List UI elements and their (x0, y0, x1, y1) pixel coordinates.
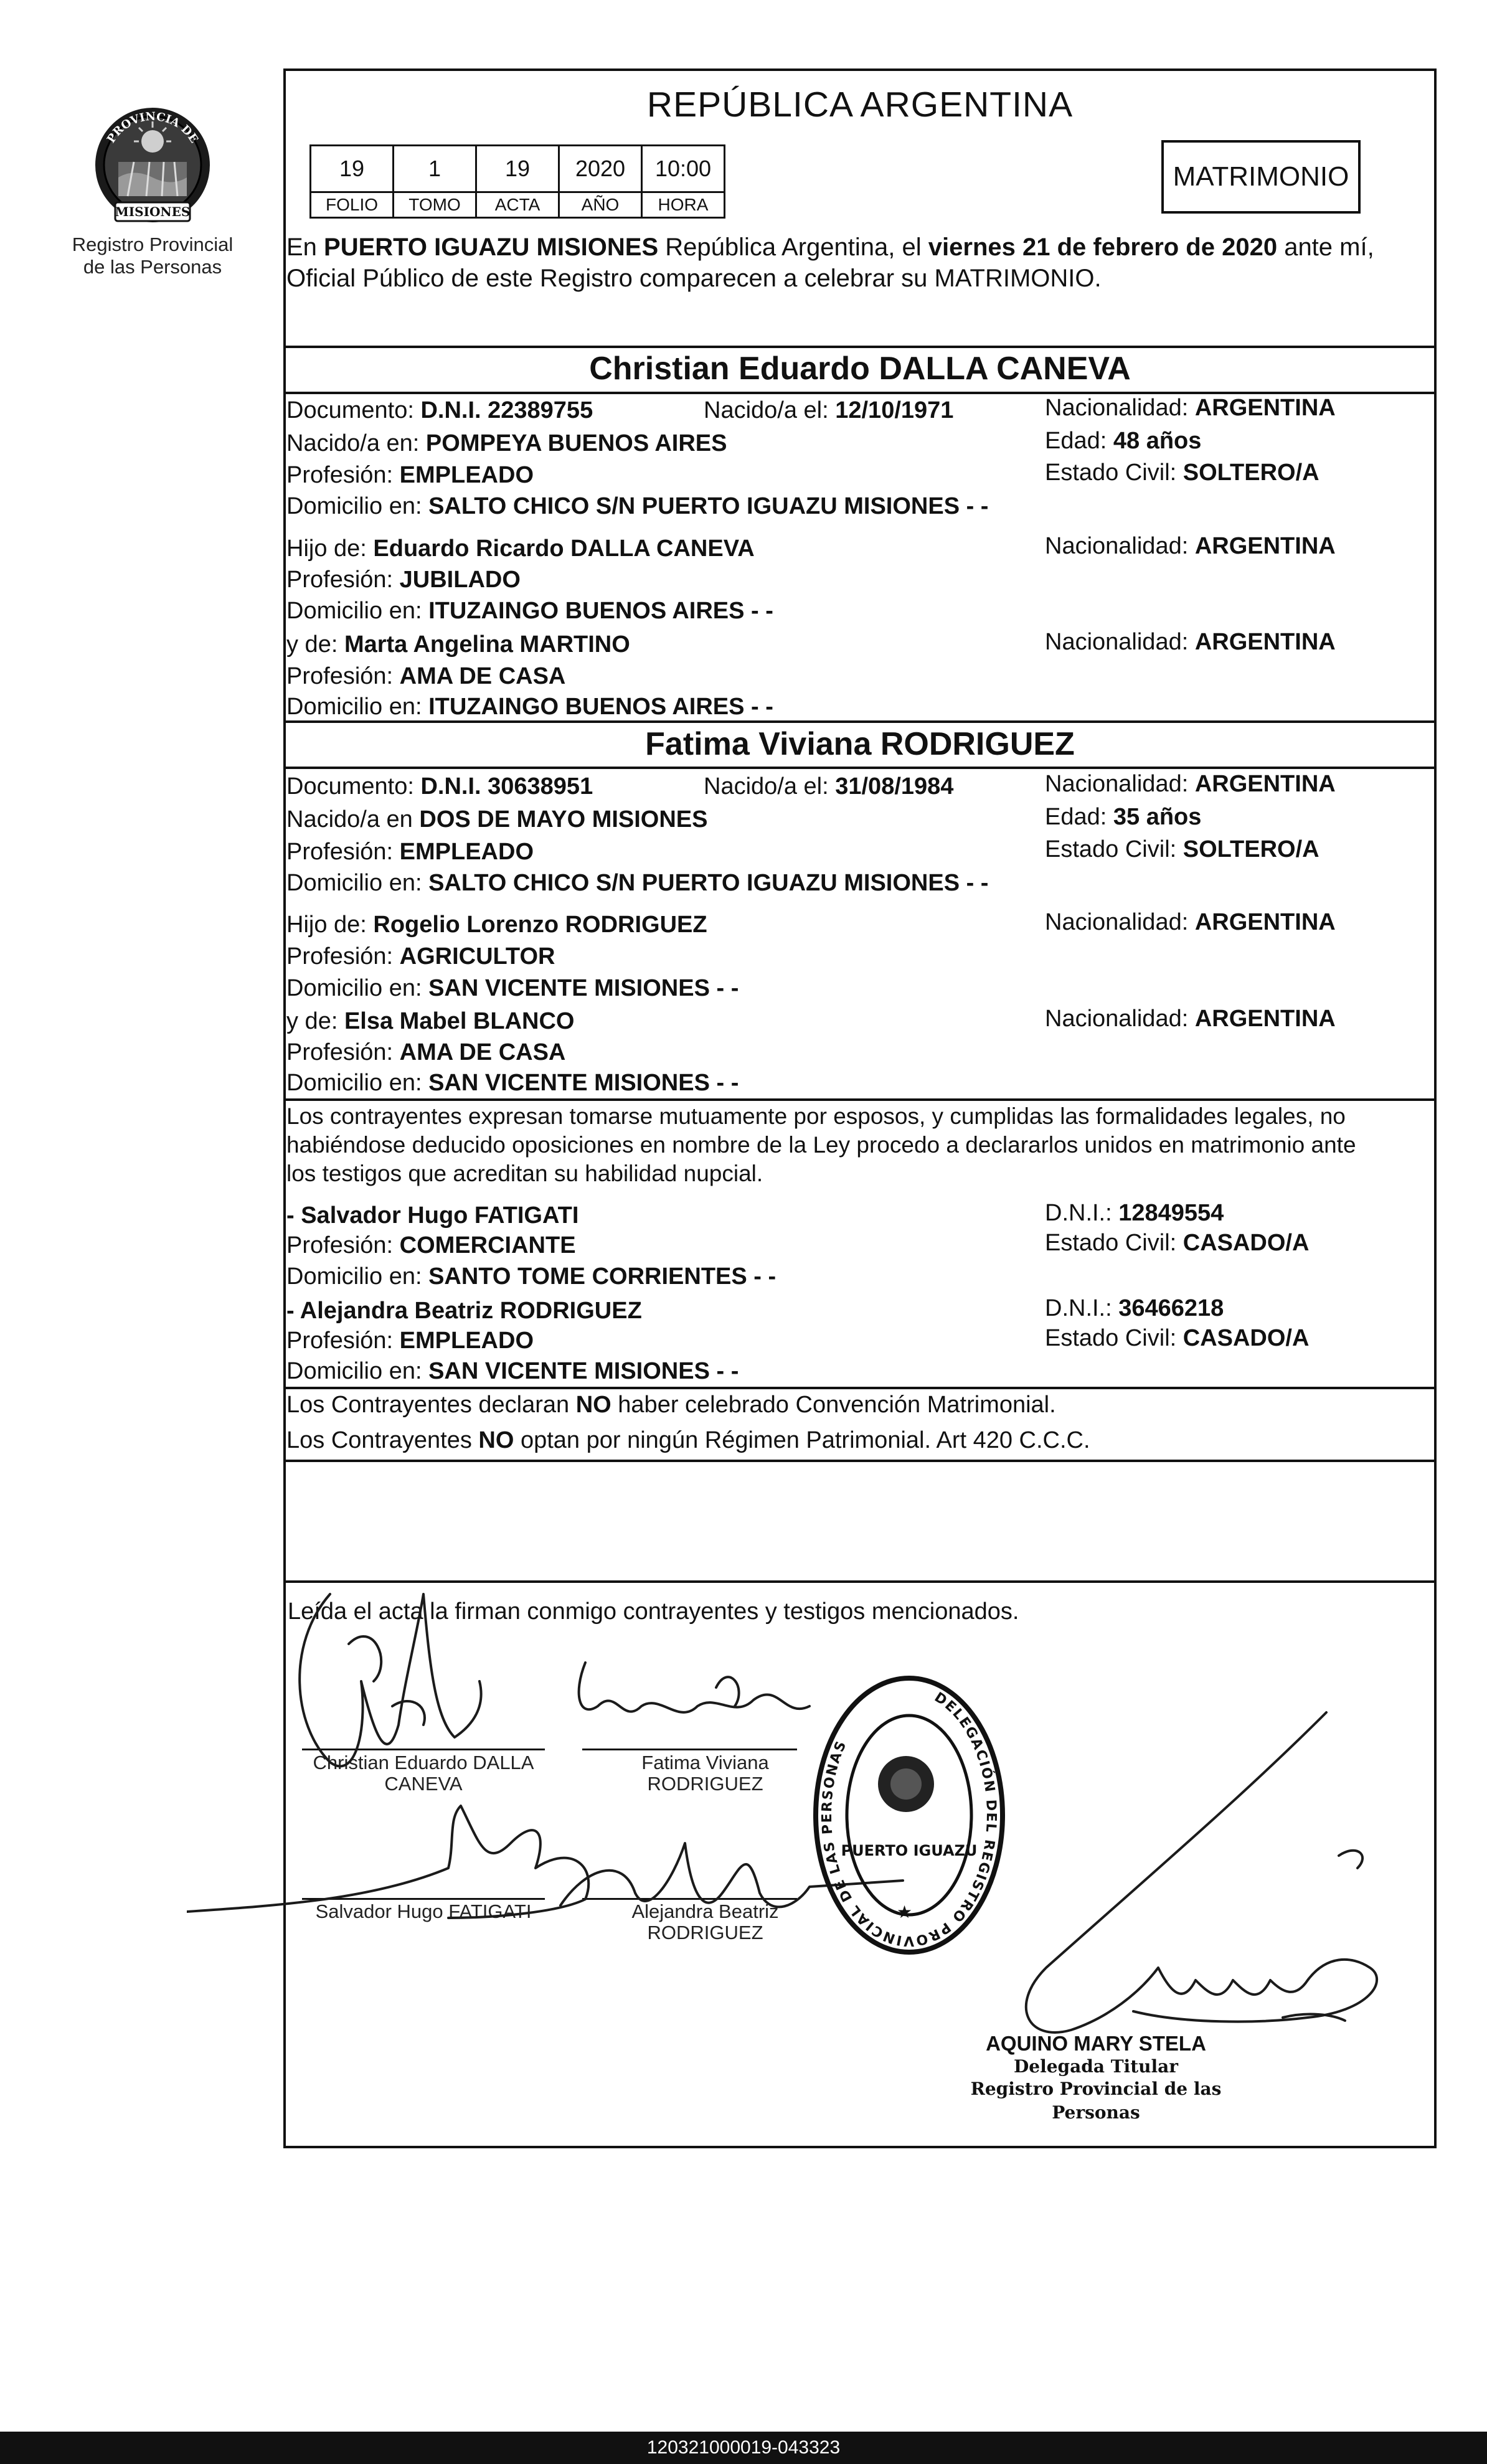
spouse1-domicilio: Domicilio en: SALTO CHICO S/N PUERTO IGUAZU MISIONES - - (286, 493, 989, 519)
spouse1-nacido-el: Nacido/a el: 12/10/1971 (704, 397, 954, 423)
divider-spouse2-name (283, 767, 1437, 769)
spouse2-nacionalidad: Nacionalidad: ARGENTINA (1045, 771, 1336, 797)
spouse2-nacido-en: Nacido/a en DOS DE MAYO MISIONES (286, 806, 708, 833)
official-title: Delegada Titular (1013, 2056, 1179, 2077)
witness1-domicilio: Domicilio en: SANTO TOME CORRIENTES - - (286, 1263, 777, 1290)
declaration-line1: Los contrayentes expresan tomarse mutuamente por esposos, y cumplidas las formalidades legales, no (286, 1103, 1346, 1129)
spouse2-father-domicilio: Domicilio en: SAN VICENTE MISIONES - - (286, 975, 739, 1001)
spouse1-estado-civil: Estado Civil: SOLTERO/A (1045, 460, 1319, 486)
spouse1-father-domicilio: Domicilio en: ITUZAINGO BUENOS AIRES - - (286, 598, 773, 624)
intro-date: viernes 21 de febrero de 2020 (928, 234, 1278, 261)
witness2-estado-civil: Estado Civil: CASADO/A (1045, 1325, 1310, 1351)
witness2-domicilio: Domicilio en: SAN VICENTE MISIONES - - (286, 1358, 739, 1384)
spouse2-documento: Documento: D.N.I. 30638951 (286, 773, 593, 800)
spouse1-name: Christian Eduardo DALLA CANEVA (589, 351, 1131, 387)
tomo-value: 1 (394, 146, 476, 192)
official-block (934, 2031, 1258, 2125)
document-code-bar: 120321000019-043323 (0, 2432, 1487, 2464)
official-signature (1026, 1712, 1377, 2032)
stamp-center-text: PUERTO IGUAZU (841, 1842, 978, 1859)
registry-meta-table (309, 144, 725, 219)
witness2-dni: D.N.I.: 36466218 (1045, 1295, 1224, 1321)
witness2-profesion: Profesión: EMPLEADO (286, 1328, 534, 1354)
spouse2-nacido-el: Nacido/a el: 31/08/1984 (704, 773, 954, 800)
spouse2-signature-caption: Fatima Viviana RODRIGUEZ (641, 1752, 769, 1795)
spouse1-edad: Edad: 48 años (1045, 428, 1202, 454)
divider-blank (283, 1460, 1437, 1462)
divider-regimen (283, 1387, 1437, 1389)
stamp-star-icon: ★ (897, 1902, 913, 1922)
spouse1-signature-caption: Christian Eduardo DALLA CANEVA (313, 1752, 534, 1795)
acta-label: ACTA (476, 192, 559, 218)
spouse2-mother-domicilio: Domicilio en: SAN VICENTE MISIONES - - (286, 1070, 739, 1096)
official-name: AQUINO MARY STELA (986, 2032, 1206, 2055)
spouse1-mother-nacionalidad: Nacionalidad: ARGENTINA (1045, 629, 1336, 655)
logo-text-bottom: MISIONES (115, 204, 191, 219)
spouse2-domicilio: Domicilio en: SALTO CHICO S/N PUERTO IGUAZU MISIONES - - (286, 870, 989, 896)
divider-declaration (283, 1098, 1437, 1101)
spouse2-signature (579, 1663, 810, 1712)
spouse1-mother-domicilio: Domicilio en: ITUZAINGO BUENOS AIRES - - (286, 694, 773, 720)
spouse2-name: Fatima Viviana RODRIGUEZ (645, 726, 1075, 762)
spouse1-mother: y de: Marta Angelina MARTINO (286, 631, 630, 658)
regimen-convention: Los Contrayentes declaran NO haber celebrado Convención Matrimonial. (286, 1392, 1056, 1418)
closing-text: Leída el acta la firman conmigo contrayentes y testigos mencionados. (288, 1598, 1019, 1625)
declaration-line2: habiéndose deducido oposiciones en nombre de la Ley procedo a declararlos unidos en matrimonio ante (286, 1132, 1356, 1158)
witness2-signature-caption: Alejandra Beatriz RODRIGUEZ (631, 1900, 779, 1943)
spouse2-profesion: Profesión: EMPLEADO (286, 839, 534, 865)
anio-value: 2020 (559, 146, 642, 192)
spouse2-estado-civil: Estado Civil: SOLTERO/A (1045, 836, 1319, 862)
spouse1-father-profesion: Profesión: JUBILADO (286, 567, 521, 593)
hora-label: HORA (642, 192, 725, 218)
registry-logo (53, 103, 252, 278)
spouse1-nacionalidad: Nacionalidad: ARGENTINA (1045, 395, 1336, 421)
witness1-estado-civil: Estado Civil: CASADO/A (1045, 1230, 1310, 1256)
delegation-stamp (803, 1669, 1015, 1968)
spouse1-documento: Documento: D.N.I. 22389755 (286, 397, 593, 423)
hora-value: 10:00 (642, 146, 725, 192)
declaration-line3: los testigos que acreditan su habilidad nupcial. (286, 1161, 763, 1186)
spouse1-mother-profesion: Profesión: AMA DE CASA (286, 663, 566, 689)
spouse2-father-profesion: Profesión: AGRICULTOR (286, 943, 555, 970)
spouse1-signature (300, 1594, 481, 1766)
spouse2-father-nacionalidad: Nacionalidad: ARGENTINA (1045, 909, 1336, 935)
spouse2-mother-profesion: Profesión: AMA DE CASA (286, 1039, 566, 1065)
witness1-signature-caption: Salvador Hugo FATIGATI (315, 1900, 532, 1922)
folio-label: FOLIO (311, 192, 394, 218)
logo-text-top: PROVINCIA DE (104, 110, 201, 146)
spouse1-father-nacionalidad: Nacionalidad: ARGENTINA (1045, 533, 1336, 559)
spouse1-father: Hijo de: Eduardo Ricardo DALLA CANEVA (286, 536, 755, 562)
stamp-emblem-icon (878, 1756, 934, 1812)
witness2-name: - Alejandra Beatriz RODRIGUEZ (286, 1298, 642, 1324)
spouse2-edad: Edad: 35 años (1045, 804, 1202, 830)
document-title: REPÚBLICA ARGENTINA (646, 85, 1074, 125)
spouse2-mother: y de: Elsa Mabel BLANCO (286, 1008, 575, 1034)
spouse2-mother-nacionalidad: Nacionalidad: ARGENTINA (1045, 1006, 1336, 1032)
witness1-dni: D.N.I.: 12849554 (1045, 1200, 1224, 1226)
witness1-signature (187, 1806, 588, 1918)
anio-label: AÑO (559, 192, 642, 218)
intro-paragraph: En PUERTO IGUAZU MISIONES República Argentina, el viernes 21 de febrero de 2020 ante mí, Oficial Público de este Registro comparecen a celebrar su MATRIMONIO. (286, 234, 1374, 292)
witness1-profesion: Profesión: COMERCIANTE (286, 1232, 576, 1258)
registry-label-line2: de las Personas (83, 256, 222, 278)
misiones-provincial-seal-icon (90, 103, 215, 227)
acta-value: 19 (476, 146, 559, 192)
official-office: Registro Provincial de las Personas (970, 2079, 1222, 2123)
registry-label-line1: Registro Provincial (72, 234, 234, 255)
spouse2-father: Hijo de: Rogelio Lorenzo RODRIGUEZ (286, 912, 707, 938)
spouse1-nacido-en: Nacido/a en: POMPEYA BUENOS AIRES (286, 430, 727, 456)
stamp-ring-text: DELEGACIÓN DEL REGISTRO PROVINCIAL DE LAS PERSONAS (819, 1689, 999, 1949)
spouse1-profesion: Profesión: EMPLEADO (286, 462, 534, 488)
witness1-name: - Salvador Hugo FATIGATI (286, 1202, 579, 1229)
divider-header (283, 346, 1437, 348)
intro-place: PUERTO IGUAZU MISIONES (324, 234, 659, 261)
folio-value: 19 (311, 146, 394, 192)
regimen-patrimonial: Los Contrayentes NO optan por ningún Régimen Patrimonial. Art 420 C.C.C. (286, 1427, 1090, 1453)
tomo-label: TOMO (394, 192, 476, 218)
act-type-box: MATRIMONIO (1161, 140, 1361, 214)
